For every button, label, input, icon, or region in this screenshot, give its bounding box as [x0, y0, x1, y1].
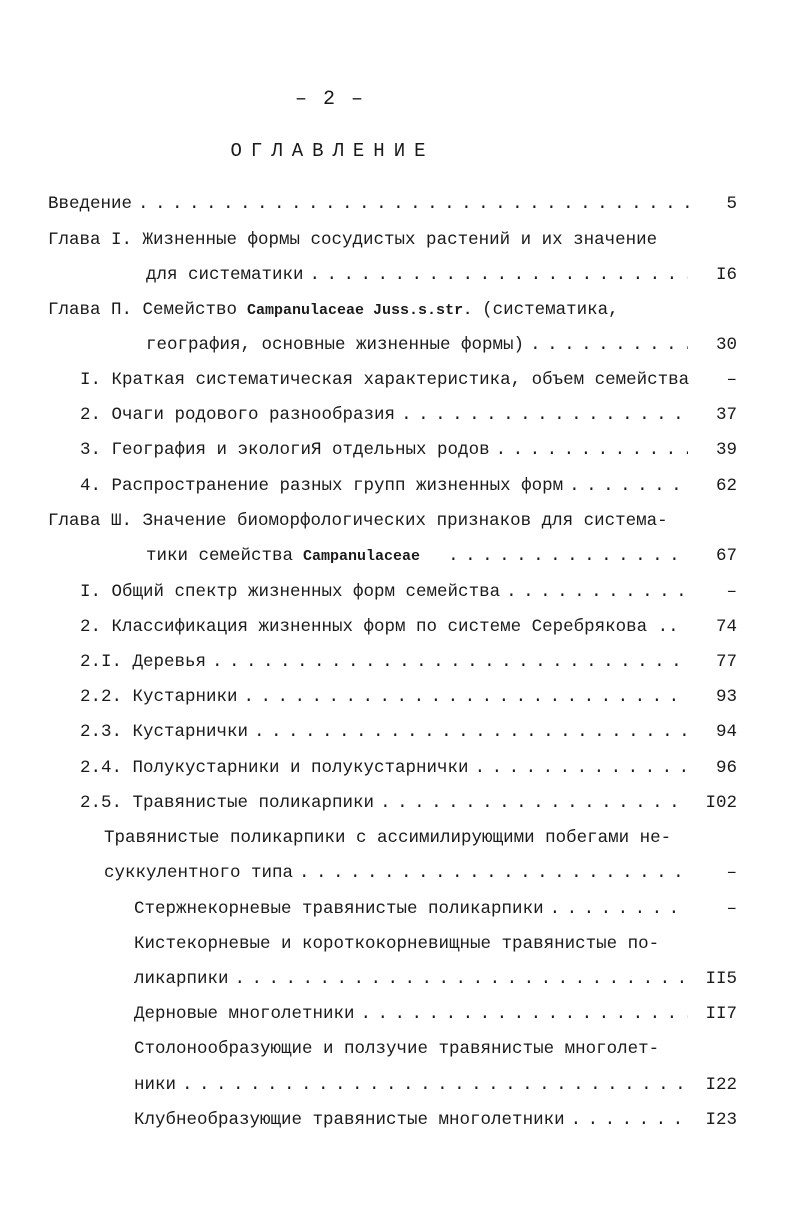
toc-entry-text: I. Краткая систематическая характеристика, объем семейства: [80, 370, 690, 390]
leader-dots: [235, 967, 688, 991]
leader-dots: [380, 791, 688, 815]
toc-entry-text: для систематики: [146, 265, 304, 285]
leader-dots: [569, 474, 688, 498]
toc-entry-chapter-2: [48, 298, 619, 323]
toc-entry-section-3-2-5: [80, 791, 694, 815]
leader-dots: [310, 263, 688, 287]
toc-entry-turf: [134, 1002, 694, 1026]
leader-dots: [571, 1108, 688, 1132]
toc-page-ref: 77: [715, 652, 737, 672]
leader-dots: [212, 650, 688, 674]
leader-dots: [299, 861, 688, 885]
toc-entry-section-2-3: [80, 438, 694, 462]
leader-dots: [530, 333, 688, 357]
toc-entry-text: 2.I. Деревья: [80, 652, 207, 672]
toc-entry-text: Глава П. Семейство: [48, 300, 238, 320]
toc-entry-section-3-2-3: [80, 720, 694, 744]
toc-page-ref: II7: [705, 1004, 737, 1024]
toc-entry-text: Глава Ш. Значение биоморфологических признаков для система-: [48, 511, 668, 531]
toc-entry-chapter-3-cont: [146, 544, 694, 569]
leader-dots: [475, 756, 688, 780]
page-number: – 2 –: [294, 88, 365, 111]
toc-entry-text: 2. Классификация жизненных форм по системе Серебрякова ..: [80, 617, 679, 637]
toc-page-ref: 39: [715, 440, 737, 460]
toc-entry-text: тики семейства: [146, 546, 294, 566]
toc-entry-text: Кистекорневые и короткокорневищные травянистые по-: [134, 934, 660, 954]
leader-dots: [244, 685, 688, 709]
toc-entry-text: 2.3. Кустарнички: [80, 722, 249, 742]
toc-entry-fibrous-root-cont: [134, 967, 694, 991]
toc-page-ref: 30: [715, 335, 737, 355]
toc-entry-text: суккулентного типа: [104, 863, 294, 883]
toc-entry-text: 2.2. Кустарники: [80, 687, 238, 707]
toc-page-ref: 5: [726, 194, 737, 214]
toc-entry-fibrous-root: [134, 932, 659, 956]
toc-entry-chapter-1-cont: [146, 263, 694, 287]
toc-page-ref: I02: [705, 793, 737, 813]
toc-entry-text: 2. Очаги родового разнообразия: [80, 405, 396, 425]
toc-entry-subsection-cont: [104, 861, 694, 885]
toc-page-ref: 67: [715, 546, 737, 566]
toc-entry-introduction: [48, 192, 698, 216]
toc-entry-chapter-2-cont: [146, 333, 694, 357]
leader-dots: [496, 438, 688, 462]
latin-name: Campanulaceae Juss.s.str.: [247, 302, 473, 319]
leader-dots: [448, 544, 688, 568]
toc-page-ref: I23: [705, 1110, 737, 1130]
toc-page-ref: 94: [715, 722, 737, 742]
toc-title: ОГЛАВЛЕНИЕ: [230, 140, 435, 162]
toc-page-ref: –: [726, 863, 737, 883]
toc-entry-subsection: [104, 826, 671, 850]
toc-entry-section-2-2: [80, 403, 694, 427]
toc-page-ref: II5: [705, 969, 737, 989]
toc-entry-text-after: (систематика,: [482, 300, 619, 320]
toc-page-ref: 93: [715, 687, 737, 707]
toc-page-ref: I22: [705, 1075, 737, 1095]
toc-entry-section-2-1: [80, 368, 689, 392]
toc-entry-text: ликарпики: [134, 969, 229, 989]
leader-dots: [401, 403, 688, 427]
toc-entry-section-3-1: [80, 580, 694, 604]
toc-page-ref: 37: [715, 405, 737, 425]
toc-entry-text: Введение: [48, 194, 133, 214]
toc-entry-text: 3. География и экологиЯ отдельных родов: [80, 440, 490, 460]
toc-entry-text: Стержнекорневые травянистые поликарпики: [134, 899, 544, 919]
toc-entry-text: Глава I. Жизненные формы сосудистых растений и их значение: [48, 230, 658, 250]
toc-entry-text: 2.5. Травянистые поликарпики: [80, 793, 375, 813]
toc-entry-text: 4. Распространение разных групп жизненных форм: [80, 476, 564, 496]
toc-entry-text: Травянистые поликарпики с ассимилирующими побегами не-: [104, 828, 672, 848]
toc-entry-text: Дерновые многолетники: [134, 1004, 355, 1024]
toc-entry-section-3-2-1: [80, 650, 694, 674]
leader-dots: [506, 580, 688, 604]
toc-entry-stolon: [134, 1037, 659, 1061]
toc-entry-section-2-4: [80, 474, 694, 498]
toc-page-ref: –: [726, 582, 737, 602]
toc-entry-text: ники: [134, 1075, 177, 1095]
leader-dots: [254, 720, 688, 744]
toc-entry-section-3-2-2: [80, 685, 694, 709]
toc-entry-text: 2.4. Полукустарники и полукустарнички: [80, 758, 469, 778]
leader-dots: [361, 1002, 688, 1026]
toc-entry-text: география, основные жизненные формы): [146, 335, 525, 355]
leader-dots: [550, 897, 688, 921]
toc-entry-chapter-3: [48, 509, 668, 533]
toc-entry-stolon-cont: [134, 1073, 694, 1097]
toc-entry-chapter-1: [48, 228, 657, 252]
toc-page-ref: –: [726, 370, 737, 390]
toc-entry-text: I. Общий спектр жизненных форм семейства: [80, 582, 501, 602]
toc-entry-taproot: [134, 897, 694, 921]
toc-page-ref: –: [726, 899, 737, 919]
latin-name: Campanulaceae: [303, 548, 421, 565]
toc-entry-tuber: [134, 1108, 694, 1132]
toc-entry-text: Клубнеобразующие травянистые многолетники: [134, 1110, 565, 1130]
toc-page-ref: 96: [715, 758, 737, 778]
toc-entry-section-3-2-4: [80, 756, 694, 780]
leader-dots: [138, 192, 692, 216]
leader-dots: [182, 1073, 688, 1097]
toc-entry-text: Столонообразующие и ползучие травянистые многолет-: [134, 1039, 660, 1059]
toc-page-ref: I6: [715, 265, 737, 285]
toc-page-ref: 62: [715, 476, 737, 496]
toc-page-ref: 74: [715, 617, 737, 637]
toc-entry-section-3-2: [80, 615, 679, 639]
